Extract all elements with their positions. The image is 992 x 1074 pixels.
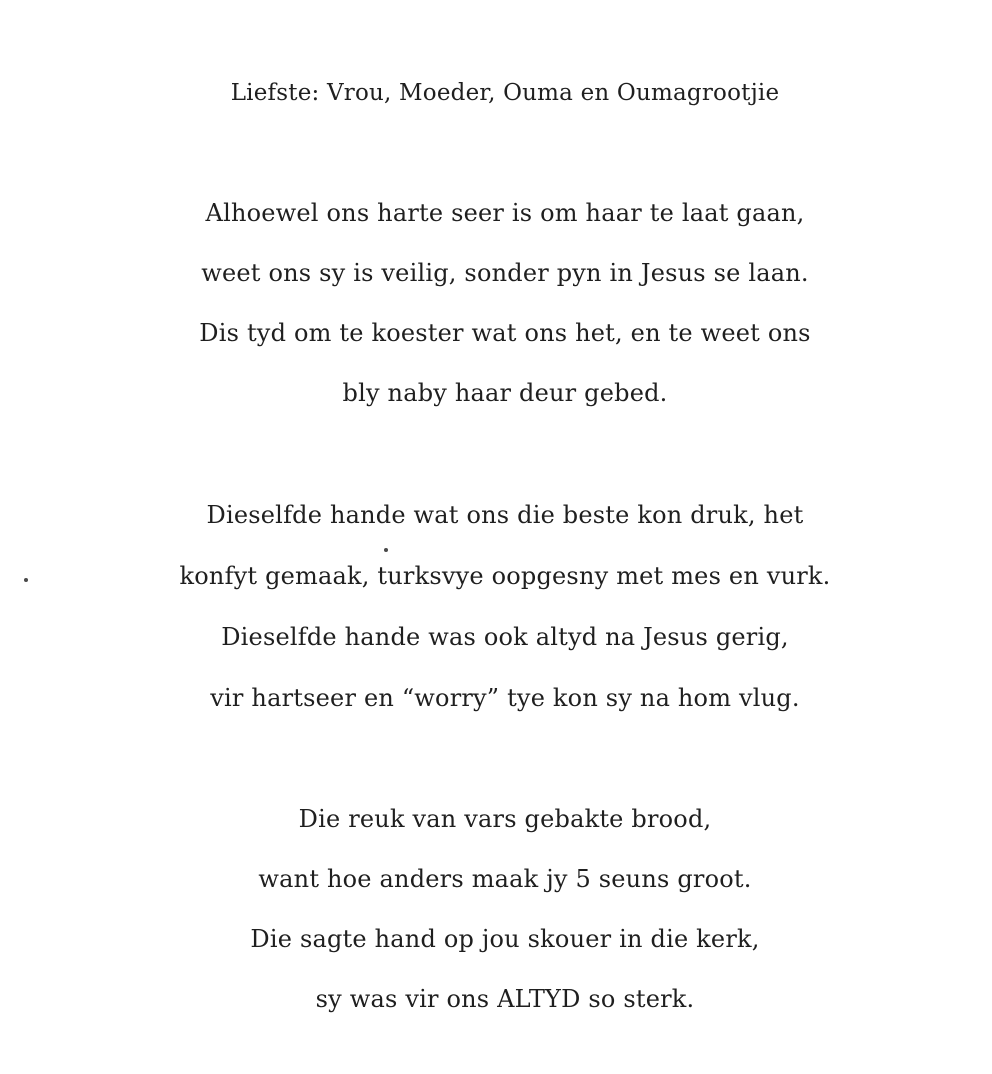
poem-line: sy was vir ons ALTYD so sterk. [315,985,695,1013]
poem-line: Dieselfde hande wat ons die beste kon druk, het [206,501,804,529]
poem-line: want hoe anders maak jy 5 seuns groot. [258,865,752,893]
poem-line: Dieselfde hande was ook altyd na Jesus gerig, [221,623,789,651]
poem-line: Dis tyd om te koester wat ons het, en te weet ons [199,319,811,347]
poem-line: bly naby haar deur gebed. [342,379,668,407]
poem-line: konfyt gemaak, turksvye oopgesny met mes en vurk. [179,562,831,590]
poem-line: Die sagte hand op jou skouer in die kerk, [250,925,760,953]
poem-line: Alhoewel ons harte seer is om haar te laat gaan, [205,199,805,227]
scan-speck [384,548,388,552]
poem-line: vir hartseer en “worry” tye kon sy na hom vlug. [210,684,800,712]
poem-title: Liefste: Vrou, Moeder, Ouma en Oumagrootjie [230,80,780,106]
scan-speck [24,578,28,582]
poem-line: Die reuk van vars gebakte brood, [298,805,712,833]
poem-line: weet ons sy is veilig, sonder pyn in Jesus se laan. [201,259,809,287]
